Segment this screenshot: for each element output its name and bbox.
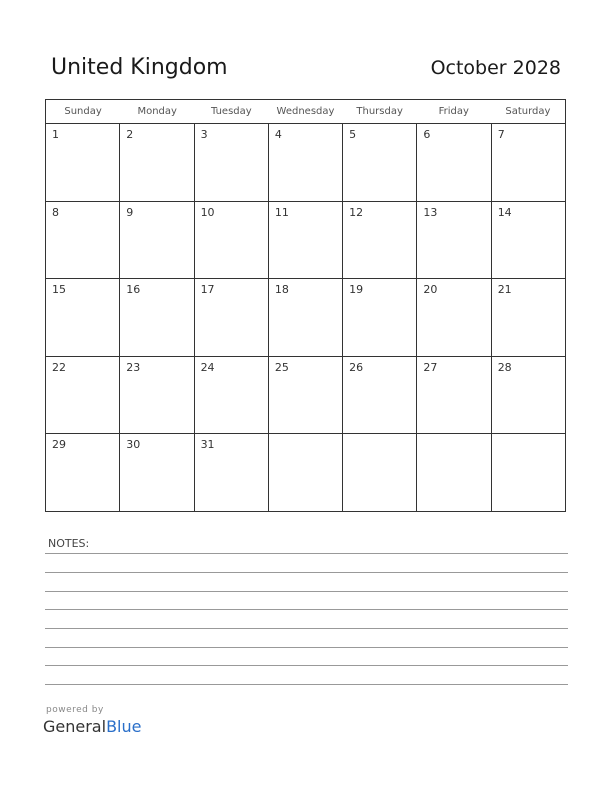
day-cell: 31 [195,434,269,512]
day-cell: 4 [269,124,343,201]
day-cell: 8 [46,202,120,279]
notes-label: NOTES: [48,537,90,550]
calendar-grid [45,99,566,512]
day-cell [492,434,565,512]
day-cell: 16 [120,279,194,356]
weekday-monday: Monday [137,106,177,117]
generalblue-logo [43,717,141,736]
note-line [45,591,568,592]
weekday-thursday: Thursday [356,106,403,117]
day-cell: 18 [269,279,343,356]
day-cell: 21 [497,283,512,297]
day-cell: 26 [343,357,417,434]
day-cell: 22 [46,357,120,434]
day-cell: 15 [46,279,120,356]
day-cell: 19 [343,279,417,356]
day-cell: 25 [269,357,343,434]
day-cell: 1 [46,124,120,201]
weekday-saturday: Saturday [505,106,551,117]
day-cell: 2 [120,124,194,201]
day-cell: 29 [46,434,120,512]
day-cell [269,434,343,512]
day-cell: 28 [497,360,512,374]
note-line [45,609,568,610]
powered-by-text: powered by [46,705,104,715]
day-cell: 11 [269,202,343,279]
day-cell: 7 [497,128,505,141]
country-title: United Kingdom [51,55,228,80]
day-cell: 23 [120,357,194,434]
day-cell: 17 [195,279,269,356]
note-line [45,684,568,685]
note-line [45,553,568,554]
day-cell [343,434,417,512]
day-cell: 14 [497,205,512,219]
week-row-1 [46,124,565,202]
month-year-title: October 2028 [430,57,561,79]
day-cell: 9 [120,202,194,279]
day-cell: 5 [343,124,417,201]
note-line [45,572,568,573]
week-row-4 [46,357,565,435]
brand-blue: Blue [106,717,142,736]
note-line [45,665,568,666]
day-cell: 13 [417,202,491,279]
week-row-3 [46,279,565,357]
week-row-2 [46,202,565,280]
weekday-tuesday: Tuesday [211,106,252,117]
note-line [45,647,568,648]
day-cell: 24 [195,357,269,434]
weekday-header-row [46,100,565,124]
day-cell: 6 [417,124,491,201]
note-line [45,628,568,629]
day-cell: 12 [343,202,417,279]
day-cell: 3 [195,124,269,201]
day-cell: 10 [195,202,269,279]
weekday-sunday: Sunday [64,106,102,117]
weekday-wednesday: Wednesday [276,106,335,117]
day-cell: 30 [120,434,194,512]
brand-general: General [43,717,107,736]
weekday-friday: Friday [438,106,469,117]
day-cell: 20 [417,279,491,356]
day-cell [417,434,491,512]
day-cell: 27 [417,357,491,434]
week-row-5 [46,434,565,512]
